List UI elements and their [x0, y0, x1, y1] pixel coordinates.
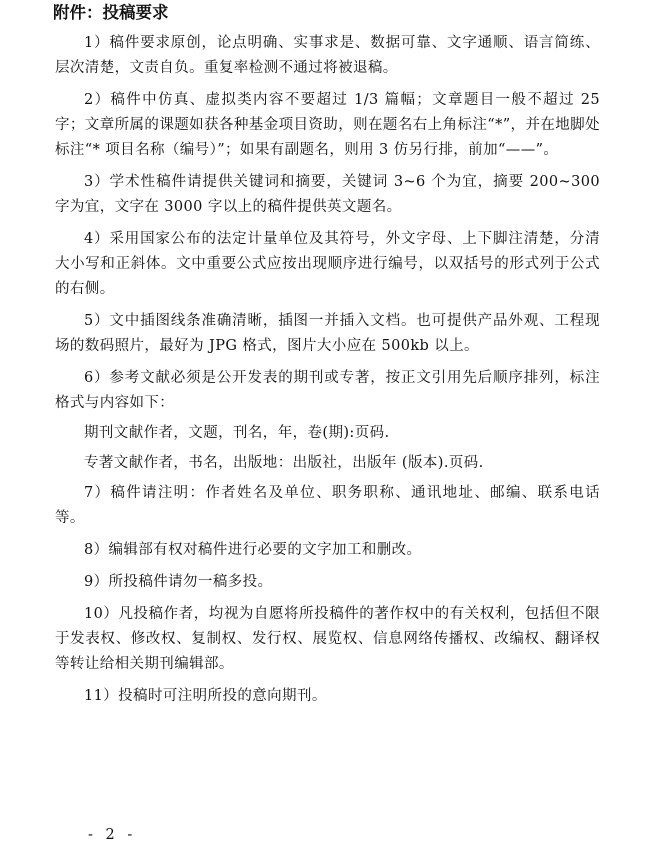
requirement-item-7: 7）稿件请注明：作者姓名及单位、职务职称、通讯地址、邮编、联系电话等。	[55, 485, 600, 526]
requirement-item-11: 11）投稿时可注明所投的意向期刊。	[84, 688, 327, 704]
page-title: 附件：投稿要求	[53, 3, 169, 22]
citation-format-book: 专著文献作者，书名，出版地：出版社，出版年 (版本).页码.	[84, 455, 484, 471]
requirement-item-1: 1）稿件要求原创，论点明确、实事求是、数据可靠、文字通顺、语言简练、层次清楚，文责自负。重复率检测不通过将被退稿。	[55, 35, 600, 76]
citation-format-journal: 期刊文献作者，文题，刊名，年，卷(期):页码.	[84, 425, 390, 441]
requirement-item-4: 4）采用国家公布的法定计量单位及其符号，外文字母、上下脚注清楚，分清大小写和正斜体。文中重要公式应按出现顺序进行编号，以双括号的形式列于公式的右侧。	[55, 231, 600, 297]
requirement-item-5: 5）文中插图线条准确清晰，插图一并插入文档。也可提供产品外观、工程现场的数码照片，最好为 JPG 格式，图片大小应在 500kb 以上。	[55, 313, 600, 354]
requirement-item-2: 2）稿件中仿真、虚拟类内容不要超过 1/3 篇幅；文章题目一般不超过 25 字；文章所属的课题如获各种基金项目资助，则在题名右上角标注“*”，并在地脚处标注“* 项目名称（编号）”；如果有副题名，则用 3 仿另行排，前加“——”。	[55, 92, 600, 158]
requirement-item-3: 3）学术性稿件请提供关键词和摘要，关键词 3~6 个为宜，摘要 200~300 字为宜，文字在 3000 字以上的稿件提供英文题名。	[55, 174, 600, 215]
requirement-item-8: 8）编辑部有权对稿件进行必要的文字加工和删改。	[84, 542, 422, 558]
requirement-item-10: 10）凡投稿作者，均视为自愿将所投稿件的著作权中的有关权利，包括但不限于发表权、修改权、复制权、发行权、展览权、信息网络传播权、改编权、翻译权等转让给相关期刊编辑部。	[55, 606, 600, 672]
requirement-item-9: 9）所投稿件请勿一稿多投。	[84, 574, 273, 590]
page-number: - 2 -	[88, 827, 137, 843]
requirements-list	[55, 31, 600, 709]
requirement-item-6: 6）参考文献必须是公开发表的期刊或专著，按正文引用先后顺序排列，标注格式与内容如下：	[55, 370, 600, 411]
